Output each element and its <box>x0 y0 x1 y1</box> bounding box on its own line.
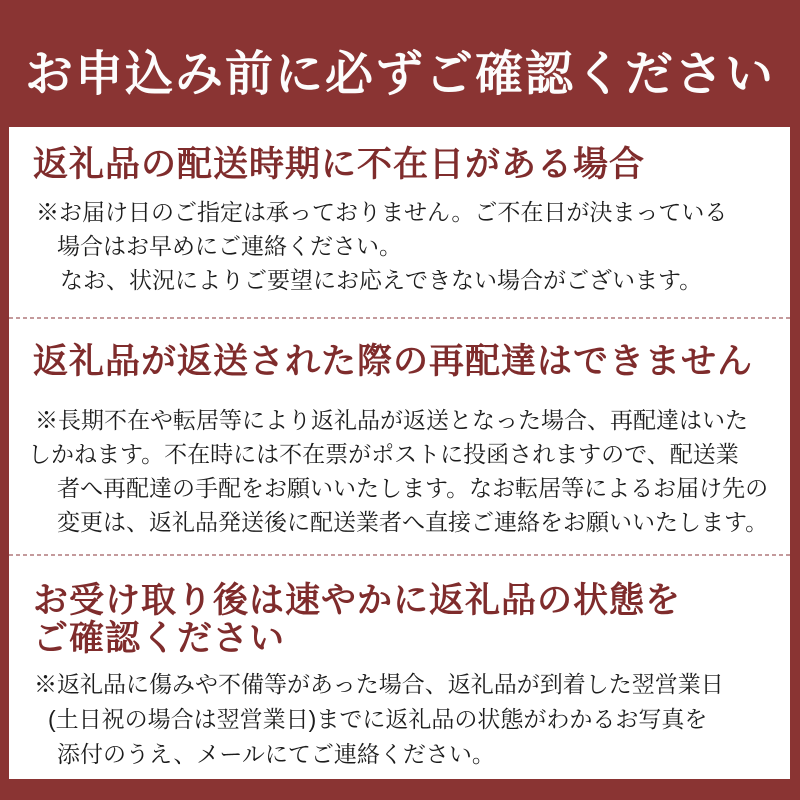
body-line: ※長期不在や転居等により返礼品が返送となった場合、再配達はいた <box>35 407 748 433</box>
body-line: ※お届け日のご指定は承っておりません。ご不在日が決まっている <box>36 199 728 225</box>
section-no-redelivery <box>9 342 790 539</box>
body-line: ※返礼品に傷みや不備等があった場合、返礼品が到着した翌営業日 <box>34 671 724 697</box>
section-body <box>9 403 790 539</box>
section-heading: お受け取り後は速やかに返礼品の状態を <box>33 581 682 620</box>
body-line: 場合はお早めにご連絡ください。 <box>57 233 402 259</box>
section-heading: ご確認ください <box>33 619 286 658</box>
section-heading: 返礼品の配送時期に不在日がある場合 <box>33 145 646 184</box>
notice-panel <box>9 127 790 779</box>
body-line: 者へ再配達の手配をお願いいたします。なお転居等によるお届け先の <box>57 475 769 501</box>
section-delivery-absence <box>9 145 790 297</box>
dashed-divider <box>9 317 790 319</box>
body-line: (土日祝の場合は翌営業日)までに返礼品の状態がわかるお写真を <box>48 706 708 732</box>
title-band <box>0 0 800 127</box>
notice-title: お申込み前に必ずご確認ください <box>24 48 775 101</box>
section-check-on-receipt <box>9 582 790 772</box>
dashed-divider <box>9 554 790 556</box>
section-heading: 返礼品が返送された際の再配達はできません <box>33 342 754 381</box>
body-line: 変更は、返礼品発送後に配送業者へ直接ご連絡をお願いいたします。 <box>57 509 769 535</box>
section-body <box>9 195 790 297</box>
section-body <box>9 667 790 772</box>
body-line: しかねます。不在時には不在票がポストに投函されますので、配送業 <box>28 441 739 467</box>
body-line: なお、状況によりご要望にお応えできない場合がございます。 <box>60 267 703 293</box>
body-line: 添付のうえ、メールにてご連絡ください。 <box>57 741 495 767</box>
